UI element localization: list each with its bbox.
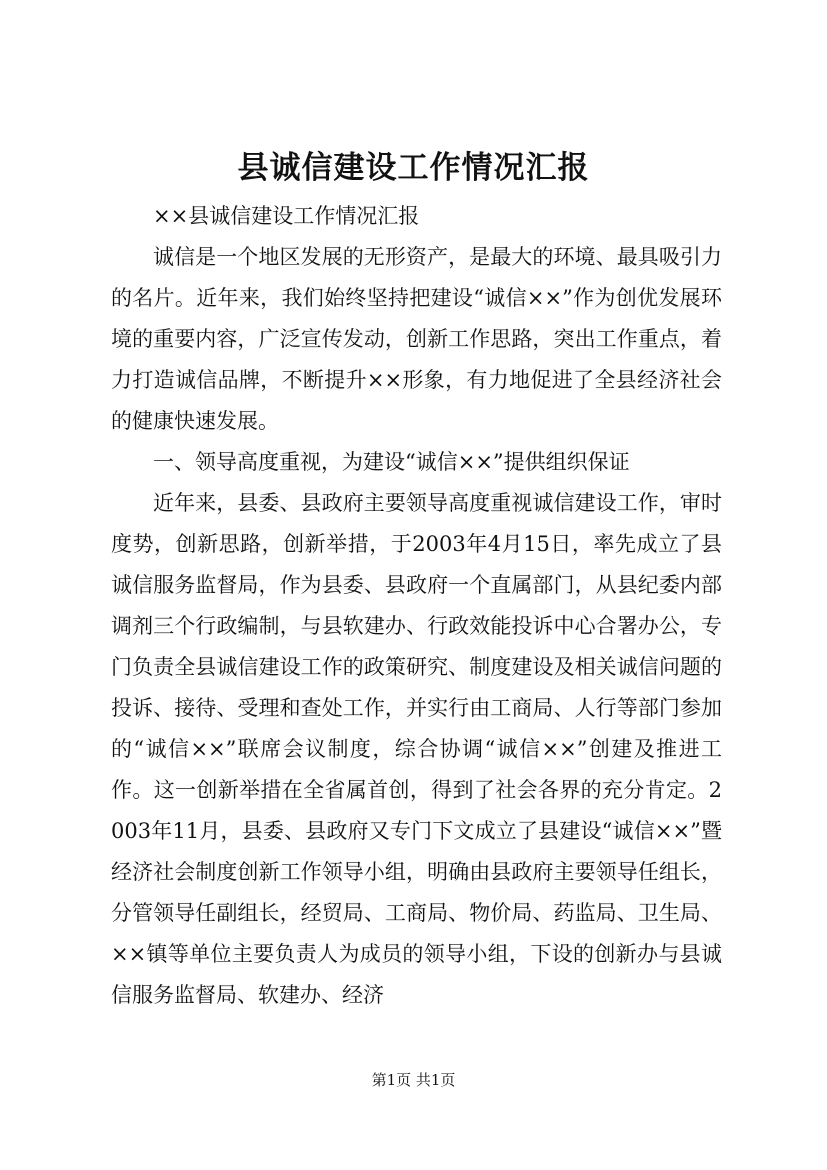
section-heading: 一、领导高度重视，为建设“诚信××”提供组织保证 [153,450,630,474]
intro-paragraph: 诚信是一个地区发展的无形资产，是最大的环境、最具吸引力的名片。近年来，我们始终坚持把建设“诚信××”作为创优发展环境的重要内容，广泛宣传发动，创新工作思路，突出工作重点，着力打造诚信品牌，不断提升××形象，有力地促进了全县经济社会的健康快速发展。 [111,245,722,433]
document-body [111,196,722,1016]
page-footer: 第1页 共1页 [371,1071,456,1089]
document-subtitle: ××县诚信建设工作情况汇报 [153,204,420,228]
section-paragraph: 近年来，县委、县政府主要领导高度重视诚信建设工作，审时度势，创新思路，创新举措，于2003年4月15日，率先成立了县诚信服务监督局，作为县委、县政府一个直属部门，从县纪委内部调剂三个行政编制，与县软建办、行政效能投诉中心合署办公，专门负责全县诚信建设工作的政策研究、制度建设及相关诚信问题的投诉、接待、受理和查处工作，并实行由工商局、人行等部门参加的“诚信××”联席会议制度，综合协调“诚信××”创建及推进工作。这一创新举措在全省属首创，得到了社会各界的充分肯定。2003年11月，县委、县政府又专门下文成立了县建设“诚信××”暨经济社会制度创新工作领导小组，明确由县政府主要领导任组长，分管领导任副组长，经贸局、工商局、物价局、药监局、卫生局、××镇等单位主要负责人为成员的领导小组，下设的创新办与县诚信服务监督局、软建办、经济 [111,491,722,1007]
document-title: 县诚信建设工作情况汇报 [237,150,590,186]
